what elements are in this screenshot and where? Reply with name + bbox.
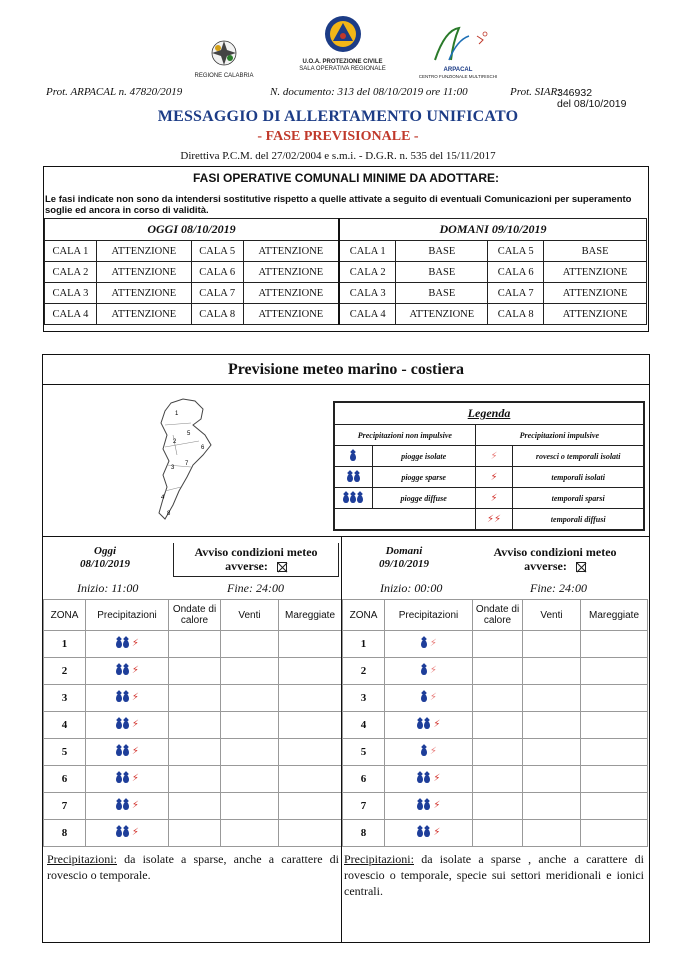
legenda-title: Legenda xyxy=(335,403,644,425)
empty-cell xyxy=(581,712,648,739)
fasi-cell: CALA 7 xyxy=(191,283,243,304)
zone-number: 3 xyxy=(343,685,385,712)
fasi-cell: BASE xyxy=(396,241,488,262)
empty-cell xyxy=(473,793,523,820)
storm-icon: ⚡ xyxy=(131,746,139,758)
empty-cell xyxy=(473,658,523,685)
protezione-civile-caption-2: SALA OPERATIVA REGIONALE xyxy=(299,66,386,72)
storm-icon: ⚡ xyxy=(433,773,441,785)
rain-drop-icon xyxy=(123,748,129,756)
empty-cell xyxy=(473,766,523,793)
empty-cell xyxy=(169,658,221,685)
empty-cell xyxy=(221,739,279,766)
piogge-sparse-icon xyxy=(335,467,373,488)
empty-cell xyxy=(523,712,581,739)
piogge-diffuse-icon xyxy=(335,488,373,509)
prot-arpacal: Prot. ARPACAL n. 47820/2019 xyxy=(46,86,183,98)
rain-drop-icon xyxy=(123,640,129,648)
empty-cell xyxy=(169,766,221,793)
rain-drop-icon xyxy=(424,721,430,729)
zone-number: 1 xyxy=(44,631,86,658)
fasi-cell: ATTENZIONE xyxy=(243,262,339,283)
legenda-col2-head: Precipitazioni impulsive xyxy=(475,425,643,446)
calabria-zones-map xyxy=(143,395,233,525)
zone-number: 6 xyxy=(343,766,385,793)
prot-siar-number: 346932 xyxy=(557,87,593,99)
fasi-cell: CALA 1 xyxy=(45,241,97,262)
legenda-temporali-sparsi: temporali sparsi xyxy=(513,488,644,509)
oggi-col-ondate: Ondate di calore xyxy=(169,600,221,631)
empty-cell xyxy=(169,631,221,658)
map-label-2: 2 xyxy=(173,439,177,445)
legenda-piogge-isolate: piogge isolate xyxy=(372,446,475,467)
shower-icon: ⚡ xyxy=(429,665,437,677)
fasi-operative-box xyxy=(43,166,649,332)
empty-cell xyxy=(523,793,581,820)
zone-row xyxy=(44,793,342,820)
precipitation-icons xyxy=(86,766,169,793)
rain-drop-icon xyxy=(417,829,423,837)
domani-avviso-label: Avviso condizioni meteo avverse: xyxy=(493,545,617,573)
empty-cell xyxy=(279,631,342,658)
meteo-oggi-panel xyxy=(43,537,344,943)
empty-cell xyxy=(279,685,342,712)
oggi-col-zona: ZONA xyxy=(44,600,86,631)
oggi-col-venti: Venti xyxy=(221,600,279,631)
oggi-date: 08/10/2019 xyxy=(79,558,131,570)
zone-row xyxy=(343,820,648,847)
oggi-inizio: Inizio: 11:00 xyxy=(77,581,139,595)
empty-cell xyxy=(581,631,648,658)
legenda-temporali-isolati: temporali isolati xyxy=(513,467,644,488)
arpacal-caption-sub: CENTRO FUNZIONALE MULTIRISCHI xyxy=(418,74,498,79)
storm-icon: ⚡ xyxy=(131,638,139,650)
rain-drop-icon xyxy=(116,640,122,648)
map-label-4: 4 xyxy=(161,495,165,501)
domani-col-mareggiate: Mareggiate xyxy=(581,600,648,631)
empty-cell xyxy=(221,658,279,685)
oggi-day: Oggi xyxy=(94,545,116,557)
precipitation-icons xyxy=(86,631,169,658)
precipitation-icons xyxy=(385,658,473,685)
fasi-cell: CALA 5 xyxy=(191,241,243,262)
legenda-empty-cell xyxy=(335,509,476,530)
rain-drop-icon xyxy=(417,775,423,783)
empty-cell xyxy=(221,793,279,820)
precipitation-icons xyxy=(385,793,473,820)
map-label-1: 1 xyxy=(175,411,179,417)
zone-row xyxy=(343,766,648,793)
empty-cell xyxy=(581,685,648,712)
rain-drop-icon xyxy=(421,667,427,675)
empty-cell xyxy=(279,820,342,847)
zone-row xyxy=(343,712,648,739)
fasi-cell: CALA 8 xyxy=(191,304,243,325)
empty-cell xyxy=(523,766,581,793)
regione-calabria-caption: REGIONE CALABRIA xyxy=(194,73,254,79)
empty-cell xyxy=(523,820,581,847)
rain-drop-icon xyxy=(123,775,129,783)
storm-icon: ⚡ xyxy=(433,827,441,839)
zone-row xyxy=(343,739,648,766)
fasi-cell: ATTENZIONE xyxy=(544,304,647,325)
legenda-temporali-diffusi: temporali diffusi xyxy=(513,509,644,530)
rain-drop-icon xyxy=(123,694,129,702)
empty-cell xyxy=(473,685,523,712)
fasi-title: FASI OPERATIVE COMUNALI MINIME DA ADOTTARE: xyxy=(193,171,499,185)
oggi-note-label: Precipitazioni: xyxy=(47,852,117,866)
storm-icon: ⚡ xyxy=(131,827,139,839)
domani-col-venti: Venti xyxy=(523,600,581,631)
fasi-cell: CALA 3 xyxy=(45,283,97,304)
oggi-fine: Fine: 24:00 xyxy=(227,581,284,595)
empty-cell xyxy=(221,685,279,712)
zone-number: 8 xyxy=(343,820,385,847)
domani-zone-rows xyxy=(343,631,648,847)
fasi-cell: ATTENZIONE xyxy=(243,283,339,304)
zone-number: 1 xyxy=(343,631,385,658)
rain-drop-icon xyxy=(421,640,427,648)
shower-icon: ⚡ xyxy=(429,692,437,704)
rain-drop-icon xyxy=(421,748,427,756)
empty-cell xyxy=(523,685,581,712)
domani-precip-note xyxy=(344,851,644,899)
rain-drop-icon xyxy=(116,802,122,810)
fasi-cell: CALA 4 xyxy=(45,304,97,325)
fasi-row xyxy=(45,262,647,283)
domani-zone-table xyxy=(342,599,648,847)
zone-row xyxy=(44,820,342,847)
zone-number: 6 xyxy=(44,766,86,793)
regione-calabria-emblem-icon xyxy=(207,38,241,68)
oggi-avviso xyxy=(173,543,339,577)
meteo-title: Previsione meteo marino - costiera xyxy=(43,355,649,385)
precipitation-icons xyxy=(385,766,473,793)
page-subtitle: - FASE PREVISIONALE - xyxy=(257,129,419,144)
precipitation-icons xyxy=(86,658,169,685)
empty-cell xyxy=(279,766,342,793)
zone-row xyxy=(44,712,342,739)
map-label-3: 3 xyxy=(171,465,175,471)
rain-drop-icon xyxy=(424,775,430,783)
fasi-cell: ATTENZIONE xyxy=(96,241,191,262)
arpacal-caption: ARPACAL xyxy=(443,67,473,73)
zone-number: 7 xyxy=(343,793,385,820)
rain-drop-icon xyxy=(116,775,122,783)
arpacal-emblem-icon xyxy=(423,26,493,62)
rain-drop-icon xyxy=(116,829,122,837)
fasi-note: Le fasi indicate non sono da intendersi sostitutive rispetto a quelle attivate a seguito di eventuali Comunicazioni per superamento soglie ed ancora in corso di validità. xyxy=(45,194,632,216)
temporali-diffusi-icon: ⚡⚡ xyxy=(475,509,513,530)
fasi-cell: CALA 3 xyxy=(339,283,396,304)
legenda-rovesci: rovesci o temporali isolati xyxy=(513,446,644,467)
domani-avviso-checkbox[interactable] xyxy=(576,562,586,572)
fasi-row xyxy=(45,283,647,304)
fasi-cell: CALA 2 xyxy=(45,262,97,283)
empty-cell xyxy=(279,739,342,766)
empty-cell xyxy=(473,712,523,739)
storm-icon: ⚡ xyxy=(131,773,139,785)
zone-number: 2 xyxy=(44,658,86,685)
domani-fine: Fine: 24:00 xyxy=(530,581,587,595)
domani-note-label: Precipitazioni: xyxy=(344,852,414,866)
zone-number: 3 xyxy=(44,685,86,712)
oggi-col-mareggiate: Mareggiate xyxy=(279,600,342,631)
map-label-8: 8 xyxy=(167,511,171,517)
protezione-civile-emblem-icon xyxy=(323,14,363,54)
arpacal-logo xyxy=(418,26,498,79)
empty-cell xyxy=(581,820,648,847)
zone-number: 7 xyxy=(44,793,86,820)
rain-drop-icon xyxy=(123,802,129,810)
zone-row xyxy=(44,739,342,766)
storm-icon: ⚡ xyxy=(433,800,441,812)
empty-cell xyxy=(523,739,581,766)
zone-number: 5 xyxy=(343,739,385,766)
precipitation-icons xyxy=(86,739,169,766)
shower-icon: ⚡ xyxy=(429,746,437,758)
precipitation-icons xyxy=(86,685,169,712)
rain-drop-icon xyxy=(417,802,423,810)
fasi-cell: CALA 5 xyxy=(488,241,544,262)
empty-cell xyxy=(279,793,342,820)
fasi-row xyxy=(45,304,647,325)
precipitation-icons xyxy=(86,793,169,820)
fasi-cell: CALA 8 xyxy=(488,304,544,325)
zone-number: 8 xyxy=(44,820,86,847)
rain-drop-icon xyxy=(116,667,122,675)
fasi-cell: CALA 2 xyxy=(339,262,396,283)
storm-icon: ⚡ xyxy=(131,692,139,704)
domani-date: 09/10/2019 xyxy=(378,558,430,570)
zone-number: 5 xyxy=(44,739,86,766)
page-title: MESSAGGIO DI ALLERTAMENTO UNIFICATO xyxy=(157,108,519,125)
fasi-cell: BASE xyxy=(544,241,647,262)
empty-cell xyxy=(221,766,279,793)
protezione-civile-logo xyxy=(290,14,395,73)
rain-drop-icon xyxy=(417,721,423,729)
fasi-cell: ATTENZIONE xyxy=(243,241,339,262)
domani-day: Domani xyxy=(385,545,423,557)
empty-cell xyxy=(169,820,221,847)
empty-cell xyxy=(473,820,523,847)
fasi-cell: CALA 4 xyxy=(339,304,396,325)
empty-cell xyxy=(523,631,581,658)
directive-reference: Direttiva P.C.M. del 27/02/2004 e s.m.i. - D.G.R. n. 535 del 15/11/2017 xyxy=(180,150,496,162)
temporali-isolati-icon: ⚡ xyxy=(475,467,513,488)
precipitation-icons xyxy=(385,631,473,658)
zone-row xyxy=(44,685,342,712)
legenda-col1-head: Precipitazioni non impulsive xyxy=(335,425,476,446)
empty-cell xyxy=(581,658,648,685)
empty-cell xyxy=(221,631,279,658)
fasi-table xyxy=(44,218,647,325)
legenda-box xyxy=(333,401,645,531)
regione-calabria-logo xyxy=(192,38,256,80)
map-label-6: 6 xyxy=(201,445,205,451)
zone-number: 2 xyxy=(343,658,385,685)
oggi-precip-note xyxy=(47,851,339,883)
precipitation-icons xyxy=(86,712,169,739)
zone-row xyxy=(44,658,342,685)
domani-col-precipitazioni: Precipitazioni xyxy=(385,600,473,631)
fasi-cell: ATTENZIONE xyxy=(544,262,647,283)
map-label-5: 5 xyxy=(187,431,191,437)
zone-row xyxy=(343,685,648,712)
oggi-zone-rows xyxy=(44,631,342,847)
legenda-piogge-diffuse: piogge diffuse xyxy=(372,488,475,509)
oggi-note-text: da isolate a sparse, anche a carattere di rovescio o temporale. xyxy=(47,852,339,882)
empty-cell xyxy=(581,739,648,766)
domani-avviso xyxy=(480,543,630,577)
fasi-oggi-header: OGGI 08/10/2019 xyxy=(45,219,340,241)
fasi-cell: BASE xyxy=(396,262,488,283)
rain-drop-icon xyxy=(116,694,122,702)
empty-cell xyxy=(169,712,221,739)
empty-cell xyxy=(169,793,221,820)
shower-icon: ⚡ xyxy=(429,638,437,650)
meteo-box xyxy=(42,354,650,943)
zone-row xyxy=(44,631,342,658)
meteo-domani-panel xyxy=(341,537,649,943)
zone-number: 4 xyxy=(44,712,86,739)
fasi-domani-header: DOMANI 09/10/2019 xyxy=(339,219,647,241)
empty-cell xyxy=(221,712,279,739)
zone-row xyxy=(343,658,648,685)
domani-inizio: Inizio: 00:00 xyxy=(380,581,443,595)
empty-cell xyxy=(473,631,523,658)
empty-cell xyxy=(581,766,648,793)
oggi-zone-table xyxy=(43,599,342,847)
fasi-cell: CALA 6 xyxy=(191,262,243,283)
empty-cell xyxy=(221,820,279,847)
zone-row xyxy=(343,631,648,658)
zone-row xyxy=(343,793,648,820)
storm-icon: ⚡ xyxy=(131,800,139,812)
prot-siar-date: del 08/10/2019 xyxy=(557,98,627,110)
empty-cell xyxy=(473,739,523,766)
domani-note-text: da isolate a sparse , anche a carattere di rovescio o temporale, specie sui settori meridionali e ionici centrali. xyxy=(344,852,644,898)
fasi-cell: BASE xyxy=(396,283,488,304)
rain-drop-icon xyxy=(424,829,430,837)
empty-cell xyxy=(169,685,221,712)
rain-drop-icon xyxy=(116,748,122,756)
fasi-cell: CALA 7 xyxy=(488,283,544,304)
precipitation-icons xyxy=(385,820,473,847)
precipitation-icons xyxy=(385,685,473,712)
zone-row xyxy=(44,766,342,793)
fasi-cell: ATTENZIONE xyxy=(96,262,191,283)
protezione-civile-caption-1: U.O.A. PROTEZIONE CIVILE xyxy=(302,59,383,65)
rain-drop-icon xyxy=(116,721,122,729)
precipitation-icons xyxy=(385,739,473,766)
precipitation-icons xyxy=(86,820,169,847)
numero-documento: N. documento: 313 del 08/10/2019 ore 11:00 xyxy=(270,86,468,98)
empty-cell xyxy=(279,712,342,739)
rain-drop-icon xyxy=(424,802,430,810)
temporali-sparsi-icon: ⚡ xyxy=(475,488,513,509)
oggi-avviso-checkbox[interactable] xyxy=(277,562,287,572)
fasi-cell: ATTENZIONE xyxy=(96,304,191,325)
fasi-cell: ATTENZIONE xyxy=(96,283,191,304)
legenda-piogge-sparse: piogge sparse xyxy=(372,467,475,488)
domani-col-zona: ZONA xyxy=(343,600,385,631)
fasi-cell: CALA 1 xyxy=(339,241,396,262)
meteo-zones-section xyxy=(43,536,649,942)
rovesci-icon: ⚡ xyxy=(475,446,513,467)
storm-icon: ⚡ xyxy=(131,665,139,677)
storm-icon: ⚡ xyxy=(433,719,441,731)
rain-drop-icon xyxy=(421,694,427,702)
precipitation-icons xyxy=(385,712,473,739)
fasi-cell: ATTENZIONE xyxy=(544,283,647,304)
empty-cell xyxy=(581,793,648,820)
map-label-7: 7 xyxy=(185,461,189,467)
prot-siar-label: Prot. SIAR: xyxy=(510,86,561,98)
rain-drop-icon xyxy=(123,721,129,729)
piogge-isolate-icon xyxy=(335,446,373,467)
empty-cell xyxy=(169,739,221,766)
storm-icon: ⚡ xyxy=(131,719,139,731)
fasi-cell: ATTENZIONE xyxy=(396,304,488,325)
oggi-avviso-label: Avviso condizioni meteo avverse: xyxy=(194,545,318,573)
oggi-col-precipitazioni: Precipitazioni xyxy=(86,600,169,631)
empty-cell xyxy=(279,658,342,685)
rain-drop-icon xyxy=(123,829,129,837)
domani-col-ondate: Ondate di calore xyxy=(473,600,523,631)
fasi-cell: CALA 6 xyxy=(488,262,544,283)
empty-cell xyxy=(523,658,581,685)
zone-number: 4 xyxy=(343,712,385,739)
fasi-row xyxy=(45,241,647,262)
rain-drop-icon xyxy=(123,667,129,675)
fasi-cell: ATTENZIONE xyxy=(243,304,339,325)
